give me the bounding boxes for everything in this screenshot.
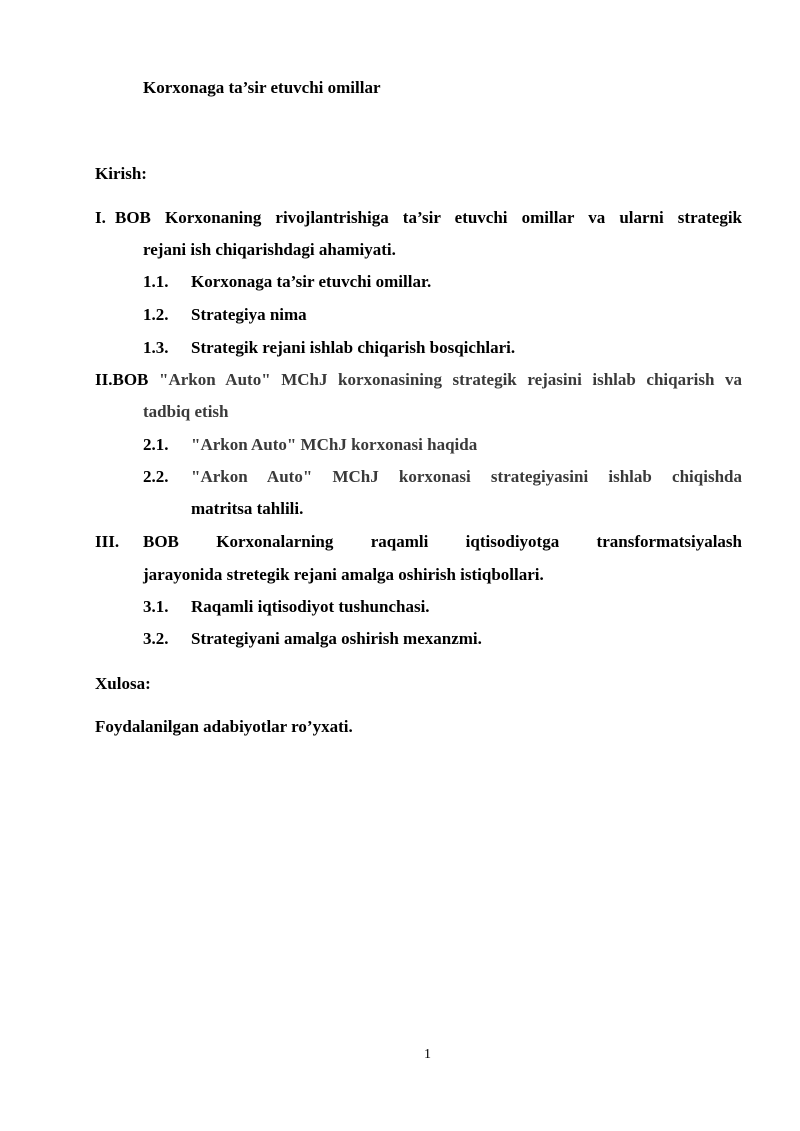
page-number: 1 — [424, 1047, 431, 1062]
section-2-2-number: 2.2. — [143, 467, 169, 486]
chapter1-number: I. — [95, 208, 106, 227]
chapter2-number: II.BOB — [95, 370, 149, 389]
chapter3-number: III. — [95, 532, 120, 551]
document-heading: Korxonaga ta’sir etuvchi omillar — [143, 78, 381, 97]
section-2-2-title-line1: "Arkon Auto" MChJ korxonasi strategiyasini ishlab chiqishda — [191, 467, 742, 486]
section-3-2-number: 3.2. — [143, 629, 169, 648]
section-2-1-title: "Arkon Auto" MChJ korxonasi haqida — [191, 435, 478, 454]
section-1-2-number: 1.2. — [143, 305, 169, 324]
section-3-1-title: Raqamli iqtisodiyot tushunchasi. — [191, 597, 430, 616]
section-1-1-number: 1.1. — [143, 272, 169, 291]
section-2-1-number: 2.1. — [143, 435, 169, 454]
section-1-1-title: Korxonaga ta’sir etuvchi omillar. — [191, 272, 432, 291]
chapter3-title-line2: jarayonida stretegik rejani amalga oshirish istiqbollari. — [143, 565, 544, 584]
section-1-3-number: 1.3. — [143, 338, 169, 357]
section-3-2-title: Strategiyani amalga oshirish mexanzmi. — [191, 629, 482, 648]
chapter1-title-line1: BOB Korxonaning rivojlantrishiga ta’sir etuvchi omillar va ularni strategik — [115, 208, 742, 227]
chapter2-title-line2: tadbiq etish — [143, 402, 229, 421]
section-1-3-title: Strategik rejani ishlab chiqarish bosqichlari. — [191, 338, 516, 357]
chapter2-title-line1: "Arkon Auto" MChJ korxonasining strategik rejasini ishlab chiqarish va — [159, 370, 742, 389]
section-1-2-title: Strategiya nima — [191, 305, 307, 324]
references-entry: Foydalanilgan adabiyotlar ro’yxati. — [95, 717, 353, 736]
intro-entry: Kirish: — [95, 164, 147, 183]
section-2-2-title-line2: matritsa tahlili. — [191, 499, 304, 518]
conclusion-entry: Xulosa: — [95, 674, 151, 693]
chapter3-title-line1: BOB Korxonalarning raqamli iqtisodiyotga transformatsiyalash — [143, 532, 742, 551]
chapter1-title-line2: rejani ish chiqarishdagi ahamiyati. — [143, 240, 396, 259]
section-3-1-number: 3.1. — [143, 597, 169, 616]
